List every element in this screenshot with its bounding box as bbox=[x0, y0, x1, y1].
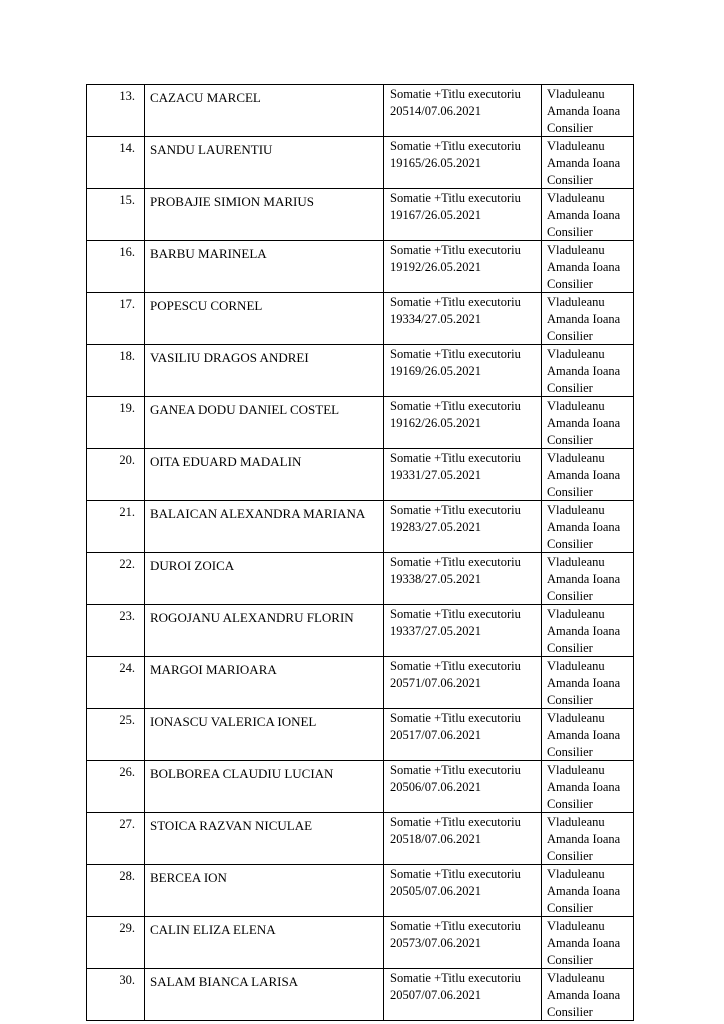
row-number-cell bbox=[87, 709, 145, 761]
person-name: OITA EDUARD MADALIN bbox=[150, 454, 302, 469]
table-row bbox=[87, 137, 634, 189]
document-cell bbox=[384, 553, 542, 605]
responsible-role: Consilier bbox=[547, 277, 593, 291]
person-name: CALIN ELIZA ELENA bbox=[150, 922, 276, 937]
person-name-cell bbox=[145, 501, 384, 553]
responsible-role: Consilier bbox=[547, 485, 593, 499]
responsible-cell bbox=[542, 969, 634, 1021]
responsible-first-name: Amanda Ioana bbox=[547, 572, 621, 586]
responsible-role: Consilier bbox=[547, 433, 593, 447]
document-type: Somatie +Titlu executoriu bbox=[390, 191, 521, 205]
table-row bbox=[87, 345, 634, 397]
row-number: 15. bbox=[119, 193, 135, 207]
document-cell bbox=[384, 813, 542, 865]
responsible-role: Consilier bbox=[547, 329, 593, 343]
responsible-cell bbox=[542, 345, 634, 397]
document-cell bbox=[384, 605, 542, 657]
row-number-cell bbox=[87, 397, 145, 449]
document-cell bbox=[384, 761, 542, 813]
document-type: Somatie +Titlu executoriu bbox=[390, 763, 521, 777]
responsible-first-name: Amanda Ioana bbox=[547, 364, 621, 378]
responsible-cell bbox=[542, 137, 634, 189]
responsible-first-name: Amanda Ioana bbox=[547, 884, 621, 898]
responsible-first-name: Amanda Ioana bbox=[547, 520, 621, 534]
responsible-last-name: Vladuleanu bbox=[547, 451, 605, 465]
table-row bbox=[87, 865, 634, 917]
responsible-first-name: Amanda Ioana bbox=[547, 676, 621, 690]
row-number: 26. bbox=[119, 765, 135, 779]
row-number-cell bbox=[87, 189, 145, 241]
responsible-cell bbox=[542, 605, 634, 657]
records-table bbox=[86, 84, 634, 1021]
person-name-cell bbox=[145, 969, 384, 1021]
responsible-first-name: Amanda Ioana bbox=[547, 208, 621, 222]
person-name: GANEA DODU DANIEL COSTEL bbox=[150, 402, 340, 417]
document-type: Somatie +Titlu executoriu bbox=[390, 347, 521, 361]
row-number: 14. bbox=[119, 141, 135, 155]
row-number: 30. bbox=[119, 973, 135, 987]
responsible-cell bbox=[542, 865, 634, 917]
document-number: 19337/27.05.2021 bbox=[390, 624, 481, 638]
document-type: Somatie +Titlu executoriu bbox=[390, 815, 521, 829]
row-number-cell bbox=[87, 85, 145, 137]
document-number: 20514/07.06.2021 bbox=[390, 104, 481, 118]
person-name-cell bbox=[145, 397, 384, 449]
row-number: 16. bbox=[119, 245, 135, 259]
responsible-cell bbox=[542, 657, 634, 709]
document-cell bbox=[384, 345, 542, 397]
table-row bbox=[87, 293, 634, 345]
row-number: 27. bbox=[119, 817, 135, 831]
responsible-first-name: Amanda Ioana bbox=[547, 156, 621, 170]
responsible-first-name: Amanda Ioana bbox=[547, 832, 621, 846]
responsible-first-name: Amanda Ioana bbox=[547, 728, 621, 742]
row-number-cell bbox=[87, 293, 145, 345]
document-type: Somatie +Titlu executoriu bbox=[390, 399, 521, 413]
person-name-cell bbox=[145, 189, 384, 241]
table-row bbox=[87, 917, 634, 969]
row-number-cell bbox=[87, 449, 145, 501]
responsible-last-name: Vladuleanu bbox=[547, 295, 605, 309]
document-number: 20517/07.06.2021 bbox=[390, 728, 481, 742]
person-name: STOICA RAZVAN NICULAE bbox=[150, 818, 313, 833]
responsible-last-name: Vladuleanu bbox=[547, 763, 605, 777]
document-number: 19162/26.05.2021 bbox=[390, 416, 481, 430]
document-type: Somatie +Titlu executoriu bbox=[390, 971, 521, 985]
row-number-cell bbox=[87, 917, 145, 969]
responsible-first-name: Amanda Ioana bbox=[547, 468, 621, 482]
responsible-cell bbox=[542, 813, 634, 865]
responsible-first-name: Amanda Ioana bbox=[547, 988, 621, 1002]
table-row bbox=[87, 189, 634, 241]
document-number: 20505/07.06.2021 bbox=[390, 884, 481, 898]
person-name-cell bbox=[145, 917, 384, 969]
document-type: Somatie +Titlu executoriu bbox=[390, 87, 521, 101]
responsible-last-name: Vladuleanu bbox=[547, 503, 605, 517]
document-number: 20518/07.06.2021 bbox=[390, 832, 481, 846]
row-number-cell bbox=[87, 345, 145, 397]
responsible-first-name: Amanda Ioana bbox=[547, 416, 621, 430]
document-cell bbox=[384, 137, 542, 189]
responsible-cell bbox=[542, 449, 634, 501]
document-type: Somatie +Titlu executoriu bbox=[390, 139, 521, 153]
row-number-cell bbox=[87, 969, 145, 1021]
row-number: 22. bbox=[119, 557, 135, 571]
responsible-role: Consilier bbox=[547, 173, 593, 187]
row-number-cell bbox=[87, 865, 145, 917]
document-cell bbox=[384, 501, 542, 553]
document-cell bbox=[384, 189, 542, 241]
responsible-last-name: Vladuleanu bbox=[547, 347, 605, 361]
row-number-cell bbox=[87, 657, 145, 709]
table-row bbox=[87, 397, 634, 449]
table-row bbox=[87, 241, 634, 293]
responsible-role: Consilier bbox=[547, 745, 593, 759]
person-name: SALAM BIANCA LARISA bbox=[150, 974, 299, 989]
person-name-cell bbox=[145, 605, 384, 657]
document-type: Somatie +Titlu executoriu bbox=[390, 659, 521, 673]
row-number: 21. bbox=[119, 505, 135, 519]
document-number: 19169/26.05.2021 bbox=[390, 364, 481, 378]
row-number: 24. bbox=[119, 661, 135, 675]
responsible-cell bbox=[542, 241, 634, 293]
person-name-cell bbox=[145, 709, 384, 761]
responsible-last-name: Vladuleanu bbox=[547, 711, 605, 725]
table-row bbox=[87, 501, 634, 553]
document-type: Somatie +Titlu executoriu bbox=[390, 555, 521, 569]
row-number-cell bbox=[87, 501, 145, 553]
responsible-first-name: Amanda Ioana bbox=[547, 260, 621, 274]
responsible-cell bbox=[542, 85, 634, 137]
responsible-role: Consilier bbox=[547, 537, 593, 551]
responsible-cell bbox=[542, 397, 634, 449]
row-number-cell bbox=[87, 137, 145, 189]
row-number: 20. bbox=[119, 453, 135, 467]
responsible-first-name: Amanda Ioana bbox=[547, 780, 621, 794]
document-number: 19165/26.05.2021 bbox=[390, 156, 481, 170]
row-number-cell bbox=[87, 553, 145, 605]
document-cell bbox=[384, 397, 542, 449]
responsible-last-name: Vladuleanu bbox=[547, 815, 605, 829]
person-name: PROBAJIE SIMION MARIUS bbox=[150, 194, 314, 209]
row-number: 18. bbox=[119, 349, 135, 363]
row-number: 25. bbox=[119, 713, 135, 727]
responsible-role: Consilier bbox=[547, 589, 593, 603]
table-row bbox=[87, 85, 634, 137]
person-name-cell bbox=[145, 293, 384, 345]
document-cell bbox=[384, 657, 542, 709]
responsible-cell bbox=[542, 293, 634, 345]
person-name-cell bbox=[145, 85, 384, 137]
person-name: MARGOI MARIOARA bbox=[150, 662, 277, 677]
document-type: Somatie +Titlu executoriu bbox=[390, 243, 521, 257]
document-number: 19192/26.05.2021 bbox=[390, 260, 481, 274]
responsible-role: Consilier bbox=[547, 641, 593, 655]
responsible-last-name: Vladuleanu bbox=[547, 607, 605, 621]
document-number: 19338/27.05.2021 bbox=[390, 572, 481, 586]
row-number-cell bbox=[87, 605, 145, 657]
document-type: Somatie +Titlu executoriu bbox=[390, 607, 521, 621]
responsible-first-name: Amanda Ioana bbox=[547, 624, 621, 638]
responsible-last-name: Vladuleanu bbox=[547, 971, 605, 985]
person-name: DUROI ZOICA bbox=[150, 558, 235, 573]
document-cell bbox=[384, 85, 542, 137]
person-name: ROGOJANU ALEXANDRU FLORIN bbox=[150, 610, 354, 625]
person-name: IONASCU VALERICA IONEL bbox=[150, 714, 317, 729]
document-cell bbox=[384, 969, 542, 1021]
person-name: BERCEA ION bbox=[150, 870, 227, 885]
document-type: Somatie +Titlu executoriu bbox=[390, 919, 521, 933]
responsible-cell bbox=[542, 709, 634, 761]
document-type: Somatie +Titlu executoriu bbox=[390, 867, 521, 881]
person-name-cell bbox=[145, 345, 384, 397]
document-number: 19167/26.05.2021 bbox=[390, 208, 481, 222]
responsible-last-name: Vladuleanu bbox=[547, 87, 605, 101]
responsible-last-name: Vladuleanu bbox=[547, 867, 605, 881]
table-row bbox=[87, 813, 634, 865]
responsible-last-name: Vladuleanu bbox=[547, 243, 605, 257]
table-row bbox=[87, 449, 634, 501]
person-name-cell bbox=[145, 813, 384, 865]
document-cell bbox=[384, 293, 542, 345]
person-name: SANDU LAURENTIU bbox=[150, 142, 273, 157]
responsible-role: Consilier bbox=[547, 225, 593, 239]
person-name: CAZACU MARCEL bbox=[150, 90, 261, 105]
records-table-body bbox=[87, 85, 634, 1021]
person-name: BARBU MARINELA bbox=[150, 246, 267, 261]
person-name-cell bbox=[145, 657, 384, 709]
table-row bbox=[87, 553, 634, 605]
row-number: 13. bbox=[119, 89, 135, 103]
row-number: 17. bbox=[119, 297, 135, 311]
responsible-first-name: Amanda Ioana bbox=[547, 312, 621, 326]
person-name: BALAICAN ALEXANDRA MARIANA bbox=[150, 506, 366, 521]
responsible-role: Consilier bbox=[547, 849, 593, 863]
responsible-last-name: Vladuleanu bbox=[547, 399, 605, 413]
document-number: 20506/07.06.2021 bbox=[390, 780, 481, 794]
document-cell bbox=[384, 917, 542, 969]
person-name-cell bbox=[145, 241, 384, 293]
row-number: 28. bbox=[119, 869, 135, 883]
table-row bbox=[87, 657, 634, 709]
responsible-role: Consilier bbox=[547, 797, 593, 811]
responsible-last-name: Vladuleanu bbox=[547, 191, 605, 205]
row-number: 19. bbox=[119, 401, 135, 415]
table-row bbox=[87, 761, 634, 813]
document-type: Somatie +Titlu executoriu bbox=[390, 503, 521, 517]
responsible-role: Consilier bbox=[547, 953, 593, 967]
responsible-role: Consilier bbox=[547, 693, 593, 707]
responsible-role: Consilier bbox=[547, 381, 593, 395]
responsible-cell bbox=[542, 553, 634, 605]
document-number: 19331/27.05.2021 bbox=[390, 468, 481, 482]
document-number: 19334/27.05.2021 bbox=[390, 312, 481, 326]
document-cell bbox=[384, 449, 542, 501]
responsible-cell bbox=[542, 501, 634, 553]
person-name: BOLBOREA CLAUDIU LUCIAN bbox=[150, 766, 334, 781]
responsible-role: Consilier bbox=[547, 1005, 593, 1019]
document-cell bbox=[384, 241, 542, 293]
responsible-last-name: Vladuleanu bbox=[547, 139, 605, 153]
person-name-cell bbox=[145, 761, 384, 813]
person-name-cell bbox=[145, 137, 384, 189]
document-type: Somatie +Titlu executoriu bbox=[390, 295, 521, 309]
person-name: VASILIU DRAGOS ANDREI bbox=[150, 350, 309, 365]
person-name-cell bbox=[145, 865, 384, 917]
person-name: POPESCU CORNEL bbox=[150, 298, 263, 313]
responsible-cell bbox=[542, 917, 634, 969]
row-number-cell bbox=[87, 813, 145, 865]
table-row bbox=[87, 969, 634, 1021]
row-number: 29. bbox=[119, 921, 135, 935]
document-cell bbox=[384, 865, 542, 917]
document-type: Somatie +Titlu executoriu bbox=[390, 711, 521, 725]
document-number: 20571/07.06.2021 bbox=[390, 676, 481, 690]
responsible-first-name: Amanda Ioana bbox=[547, 104, 621, 118]
table-row bbox=[87, 709, 634, 761]
document-number: 20573/07.06.2021 bbox=[390, 936, 481, 950]
document-number: 19283/27.05.2021 bbox=[390, 520, 481, 534]
responsible-last-name: Vladuleanu bbox=[547, 659, 605, 673]
row-number-cell bbox=[87, 241, 145, 293]
table-row bbox=[87, 605, 634, 657]
document-number: 20507/07.06.2021 bbox=[390, 988, 481, 1002]
person-name-cell bbox=[145, 449, 384, 501]
row-number: 23. bbox=[119, 609, 135, 623]
document-type: Somatie +Titlu executoriu bbox=[390, 451, 521, 465]
responsible-cell bbox=[542, 189, 634, 241]
responsible-last-name: Vladuleanu bbox=[547, 555, 605, 569]
responsible-role: Consilier bbox=[547, 121, 593, 135]
person-name-cell bbox=[145, 553, 384, 605]
responsible-last-name: Vladuleanu bbox=[547, 919, 605, 933]
row-number-cell bbox=[87, 761, 145, 813]
responsible-cell bbox=[542, 761, 634, 813]
responsible-role: Consilier bbox=[547, 901, 593, 915]
responsible-first-name: Amanda Ioana bbox=[547, 936, 621, 950]
document-cell bbox=[384, 709, 542, 761]
